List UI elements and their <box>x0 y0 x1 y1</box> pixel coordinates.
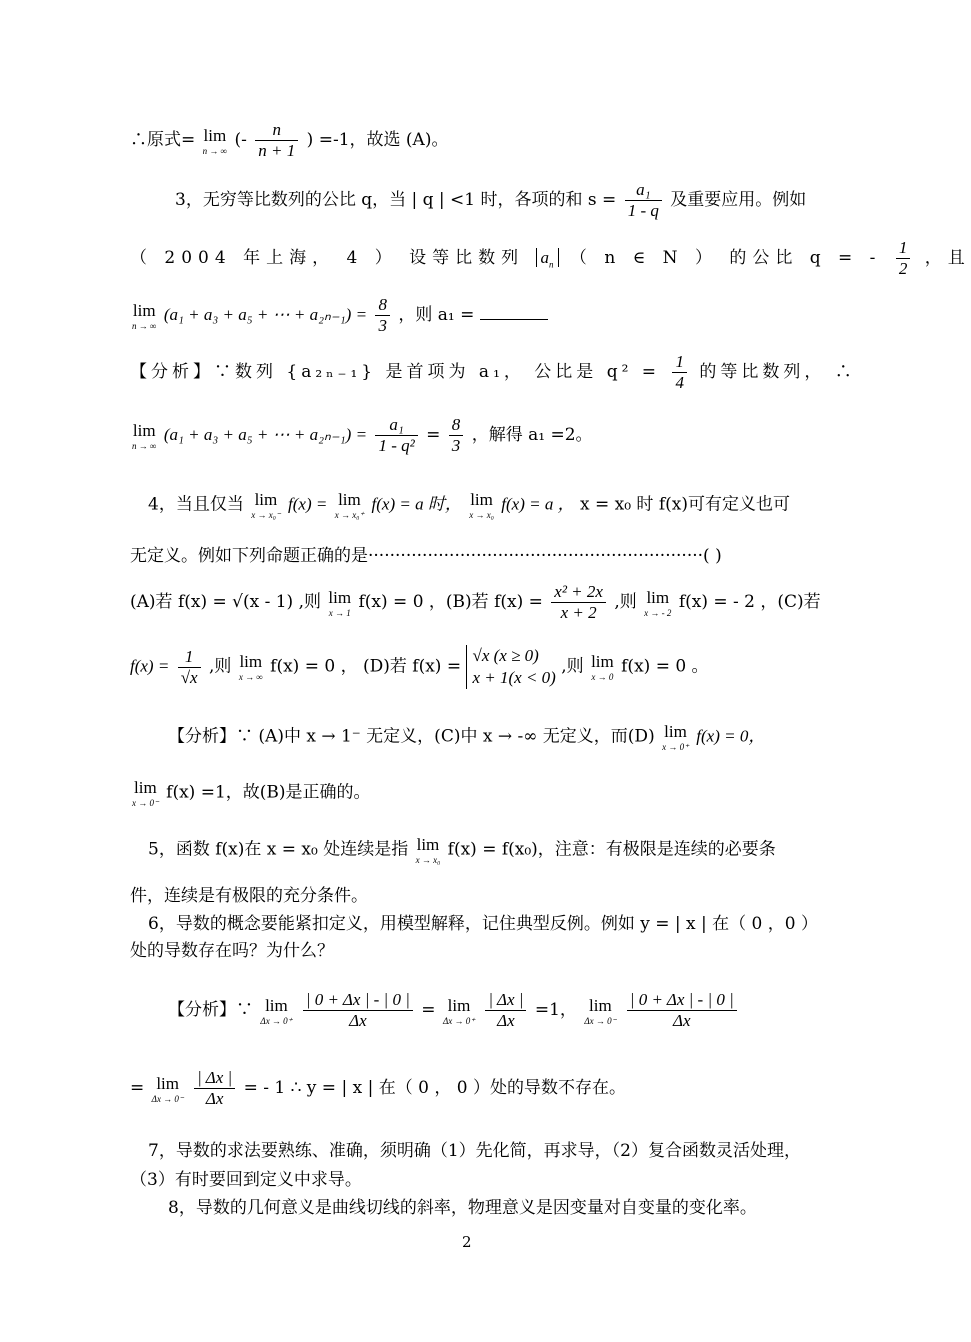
item8-line1 <box>168 1197 757 1219</box>
page-number: 2 <box>462 1233 472 1251</box>
text: 4，当且仅当 <box>148 494 244 515</box>
text: f(x) = - 2 ，(C)若 <box>678 592 821 612</box>
limit-expr: lim n → ∞ <box>202 125 228 156</box>
text: ,则 <box>614 592 637 612</box>
text: ，解得 a₁ =2。 <box>471 425 593 445</box>
text: （3）有时要回到定义中求导。 <box>130 1170 362 1190</box>
item7-line1 <box>148 1140 801 1162</box>
item4-conclusion <box>130 778 371 808</box>
series-expr: (a₁ + a₃ + a₅ + ⋯ + a₂ₙ₋₁) = <box>163 425 368 444</box>
limit-expr: lim x → x₀ <box>415 835 441 865</box>
item3-result <box>130 415 593 456</box>
text: f(x) = f(x₀)，注意：有极限是连续的必要条 <box>447 839 776 860</box>
limit-expr: lim x → x₀⁻ <box>251 490 281 520</box>
text: ，且 <box>924 248 971 268</box>
limit-expr: lim x → 1 <box>328 587 352 618</box>
text: 【分析】∵数列 {a₂ₙ₋₁} 是首项为 a₁， 公比是 q² = <box>130 362 661 382</box>
text: (A)若 f(x) = √(x - 1) ,则 <box>130 592 322 612</box>
limit-expr: lim Δx → 0⁺ <box>442 995 475 1026</box>
fraction: $\frac{| \Delta x |}{\Delta x}$ <box>194 1068 235 1109</box>
item3-line2 <box>130 238 971 279</box>
text: =1， <box>534 1000 577 1020</box>
text: f(x) = 0 ，(B)若 f(x) = <box>358 592 543 612</box>
item4-line2 <box>130 545 722 567</box>
text: = <box>421 1000 436 1020</box>
item3-line1 <box>175 180 806 221</box>
text: 7，导数的求法要熟练、准确，须明确（1）先化简，再求导，（2）复合函数灵活处理， <box>148 1141 801 1161</box>
text: f(x) = 0 ， (D)若 f(x) = <box>270 656 462 677</box>
series-expr: (a₁ + a₃ + a₅ + ⋯ + a₂ₙ₋₁) = <box>163 305 368 324</box>
text: = <box>426 425 441 445</box>
sequence-symbol: $a_n$ <box>536 248 559 267</box>
text: （ n ∈ N ） 的公比 q = - <box>569 248 882 268</box>
limit-expr: lim x → - 2 <box>644 587 672 618</box>
text: f(x) =1，故(B)是正确的。 <box>166 782 371 803</box>
text: x = x₀ 时 f(x)可有定义也可 <box>579 494 790 515</box>
fraction: $\frac{| 0 + \Delta x | - | 0 |}{\Delta x}$ <box>303 990 413 1031</box>
fraction: $\frac{8}{3}$ <box>449 415 464 456</box>
limit-expr: lim Δx → 0⁻ <box>584 995 617 1026</box>
limit-expr: lim n → ∞ <box>132 300 157 331</box>
text: 的等比数列， ∴ <box>699 362 856 382</box>
item5-line2 <box>130 885 368 907</box>
function-expr: f(x) = a 时， <box>371 494 462 514</box>
limit-expr: lim n → ∞ <box>132 420 157 451</box>
function-expr: f(x) = <box>130 656 170 676</box>
text: 及重要应用。例如 <box>670 190 807 210</box>
fraction: $\frac{\text{x² + 2x}}{x + 2}$ <box>551 582 606 623</box>
text: 【分析】∵ <box>168 1000 253 1020</box>
limit-expr: lim x → ∞ <box>238 652 263 682</box>
text: ,则 <box>209 656 232 677</box>
text: 件，连续是有极限的充分条件。 <box>130 886 368 906</box>
limit-expr: lim x → 0⁺ <box>662 722 689 752</box>
limit-expr: lim x → 0⁻ <box>132 778 159 808</box>
limit-expr: lim x → 0 <box>591 652 614 682</box>
text: ) =-1，故选 (A)。 <box>306 130 449 150</box>
limit-expr: lim Δx → 0⁺ <box>260 995 293 1026</box>
fraction: $\frac{| \Delta x |}{\Delta x}$ <box>485 990 526 1031</box>
text: f(x) = 0 。 <box>621 656 709 677</box>
text: 3，无穷等比数列的公比 q，当 | q | <1 时，各项的和 s = <box>175 190 617 210</box>
fraction: $\frac{1}{4}$ <box>672 352 687 393</box>
function-expr: f(x) = <box>288 494 328 514</box>
text: ∴原式= <box>130 130 196 150</box>
text: ,则 <box>561 656 584 677</box>
text: （ 2004 年上海， 4 ） 设等比数列 <box>130 248 525 268</box>
text: = - 1 ∴ y = | x | 在（ 0 ， 0 ）处的导数不存在。 <box>243 1078 626 1098</box>
fraction: $\frac{| 0 + \Delta x | - | 0 |}{\Delta x}$ <box>627 990 737 1031</box>
item5-line1 <box>148 835 776 865</box>
text: 无定义。例如下列命题正确的是······························································( ) <box>130 546 722 566</box>
text: 6，导数的概念要能紧扣定义，用模型解释，记住典型反例。例如 y = | x | 在（ 0 ，0 ） <box>148 914 818 934</box>
item4-analysis <box>168 722 765 752</box>
item4-options-ab <box>130 582 821 623</box>
text: 【分析】∵ (A)中 x → 1⁻ 无定义，(C)中 x → -∞ 无定义，而(D) <box>168 726 655 747</box>
item7-line2 <box>130 1169 362 1191</box>
text: 处的导数存在吗？为什么？ <box>130 941 334 961</box>
item3-line3 <box>130 295 548 336</box>
conclusion-line <box>130 120 448 161</box>
item4-options-cd <box>130 645 709 689</box>
fraction: $\frac{8}{3}$ <box>375 295 390 336</box>
limit-expr: lim x → x₀⁺ <box>334 490 365 520</box>
item6-analysis <box>168 990 740 1031</box>
item6-conclusion <box>130 1068 626 1109</box>
piecewise-function: √x (x ≥ 0) x + 1(x < 0) <box>466 645 555 689</box>
fraction: $\frac{1}{√x}$ <box>178 647 201 688</box>
fraction: $\frac{\text{a₁}}{\text{1 - q²}}$ <box>375 415 417 456</box>
item4-line1 <box>148 490 790 520</box>
text: 8，导数的几何意义是曲线切线的斜率，物理意义是因变量对自变量的变化率。 <box>168 1198 757 1218</box>
fraction: $\frac{\text{a₁}}{1 - q}$ <box>625 180 662 221</box>
text: ，则 a₁ = <box>398 305 475 325</box>
text: 5，函数 f(x)在 x = x₀ 处连续是指 <box>148 839 409 860</box>
fraction: $\frac{1}{2}$ <box>896 238 911 279</box>
limit-expr: lim Δx → 0⁻ <box>151 1073 184 1104</box>
item3-analysis <box>130 352 856 393</box>
item6-line2 <box>130 940 334 962</box>
answer-blank <box>480 305 548 320</box>
function-expr: f(x) = 0， <box>696 726 766 746</box>
limit-expr: lim x → x₀ <box>469 490 494 520</box>
text: = <box>130 1078 145 1098</box>
function-expr: f(x) = a ， <box>501 494 575 514</box>
item6-line1 <box>148 913 818 935</box>
text: (- <box>234 130 247 150</box>
fraction: $\frac{n}{n + 1}$ <box>255 120 298 161</box>
